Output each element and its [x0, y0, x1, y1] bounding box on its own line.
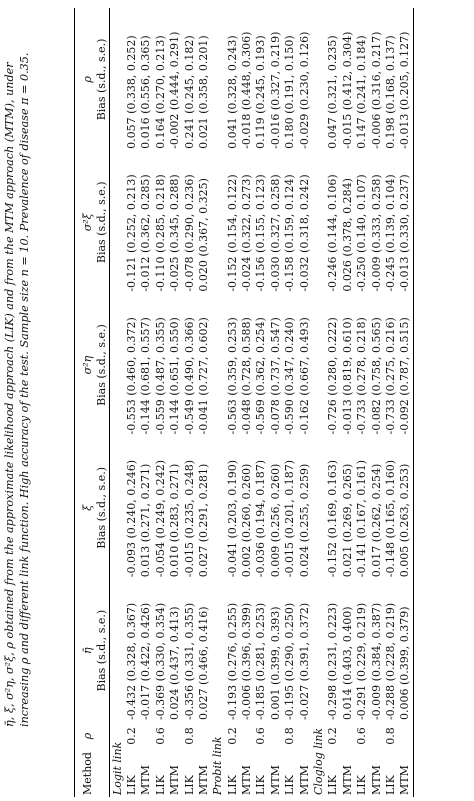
header-method: Method	[75, 750, 96, 797]
header-xi: ξ	[75, 436, 96, 579]
value-cell: -0.036 (0.194, 0.187)	[254, 459, 268, 578]
value-cell: -0.369 (0.330, 0.354)	[153, 602, 167, 721]
table-row	[269, 8, 283, 797]
table-row	[398, 8, 413, 797]
rho-cell	[398, 722, 413, 750]
value-cell: -0.006 (0.316, 0.217)	[369, 31, 383, 149]
rho-cell	[240, 722, 254, 750]
rho-cell	[297, 722, 311, 750]
value-cell: -0.017 (0.422, 0.426)	[139, 602, 153, 721]
value-cell: -0.027 (0.391, 0.372)	[297, 602, 311, 721]
value-cell: -0.563 (0.359, 0.253)	[225, 317, 239, 435]
table-row	[326, 8, 340, 797]
value-cell: -0.006 (0.396, 0.399)	[240, 602, 254, 721]
value-cell: 0.016 (0.556, 0.365)	[139, 35, 153, 149]
method-cell: LIK	[124, 775, 138, 795]
rho-cell	[269, 722, 283, 750]
value-cell: -0.250 (0.140, 0.107)	[355, 174, 369, 292]
value-cell: -0.121 (0.252, 0.213)	[124, 174, 138, 292]
value-cell: -0.569 (0.362, 0.254)	[254, 317, 268, 435]
value-cell: -0.029 (0.230, 0.126)	[297, 31, 311, 149]
value-cell: -0.158 (0.159, 0.124)	[283, 174, 297, 292]
rho-cell	[369, 722, 383, 750]
value-cell: -0.018 (0.448, 0.306)	[240, 31, 254, 149]
value-cell: 0.119 (0.245, 0.193)	[254, 35, 268, 149]
value-cell: 0.026 (0.378, 0.284)	[340, 178, 354, 292]
value-cell: -0.288 (0.228, 0.219)	[384, 602, 397, 721]
value-cell: 0.027 (0.466, 0.416)	[196, 606, 210, 721]
rho-cell: 0.2	[326, 727, 340, 745]
value-cell: -0.298 (0.231, 0.223)	[326, 602, 340, 721]
table-row	[341, 8, 355, 797]
value-cell: -0.110 (0.285, 0.218)	[153, 174, 167, 292]
value-cell: -0.041 (0.727, 0.602)	[196, 317, 210, 435]
value-cell: 0.014 (0.403, 0.400)	[340, 606, 354, 721]
header-bias-label: Bias (s.d., s.e.)	[95, 579, 110, 722]
header-sigma2-xi: σ²ξ	[75, 151, 96, 294]
value-cell: -0.144 (0.681, 0.557)	[139, 317, 153, 435]
method-cell: MTM	[297, 765, 311, 795]
value-cell: 0.180 (0.191, 0.150)	[283, 35, 297, 149]
value-cell: 0.001 (0.399, 0.393)	[268, 606, 282, 721]
value-cell: -0.549 (0.490, 0.366)	[182, 317, 196, 435]
rho-cell: 0.6	[153, 727, 167, 745]
value-cell: -0.156 (0.155, 0.123)	[254, 174, 268, 292]
value-cell: 0.005 (0.263, 0.253)	[398, 436, 413, 579]
method-cell: LIK	[254, 775, 268, 795]
value-cell: -0.016 (0.327, 0.219)	[268, 31, 282, 149]
table-row	[226, 8, 240, 797]
header-bias-label: Bias (s.d., s.e.)	[95, 294, 110, 437]
table-row	[355, 8, 369, 797]
value-cell: -0.356 (0.331, 0.355)	[182, 602, 196, 721]
value-cell: -0.152 (0.169, 0.163)	[326, 459, 340, 578]
value-cell: 0.041 (0.328, 0.243)	[225, 35, 239, 149]
value-cell: -0.291 (0.229, 0.219)	[355, 602, 369, 721]
table-row	[154, 8, 168, 797]
value-cell: 0.198 (0.168, 0.137)	[384, 35, 397, 149]
value-cell: -0.246 (0.144, 0.106)	[326, 174, 340, 292]
value-cell: 0.010 (0.283, 0.271)	[168, 463, 182, 578]
value-cell: -0.144 (0.651, 0.550)	[168, 317, 182, 435]
value-cell: -0.733 (0.278, 0.218)	[355, 317, 369, 435]
table-row	[384, 8, 398, 797]
header-sigma2-eta: σ²η	[75, 294, 96, 437]
table-row	[168, 8, 182, 797]
rho-cell: 0.6	[355, 727, 369, 745]
value-cell: 0.013 (0.271, 0.271)	[139, 463, 153, 578]
header-bias-label: Bias (s.d., s.e.)	[95, 151, 110, 294]
method-cell: MTM	[139, 765, 153, 795]
value-cell: -0.025 (0.345, 0.288)	[168, 174, 182, 292]
value-cell: 0.002 (0.260, 0.260)	[240, 463, 254, 578]
rho-cell: 0.8	[283, 727, 297, 745]
header-eta-bar: η̄	[75, 579, 96, 722]
table-row	[283, 8, 297, 797]
value-cell: 0.021 (0.358, 0.201)	[196, 35, 210, 149]
rho-cell	[168, 722, 182, 750]
method-cell: MTM	[196, 765, 210, 795]
method-cell: LIK	[153, 775, 167, 795]
value-cell: 0.147 (0.241, 0.184)	[355, 35, 369, 149]
group-row	[211, 8, 225, 797]
value-cell: -0.009 (0.384, 0.387)	[369, 602, 383, 721]
value-cell: -0.048 (0.728, 0.588)	[240, 317, 254, 435]
value-cell: -0.078 (0.737, 0.547)	[268, 317, 282, 435]
header-symbol-row	[75, 8, 96, 797]
method-cell: LIK	[182, 775, 196, 795]
group-label: Probit link	[211, 736, 225, 795]
value-cell: 0.024 (0.255, 0.259)	[297, 463, 311, 578]
method-cell: LIK	[225, 775, 239, 795]
value-cell: -0.030 (0.327, 0.258)	[268, 174, 282, 292]
table-row	[182, 8, 196, 797]
table-row	[125, 8, 139, 797]
value-cell: 0.164 (0.270, 0.213)	[153, 35, 167, 149]
rho-cell: 0.8	[182, 727, 196, 745]
header-spacer	[95, 750, 110, 797]
value-cell: -0.733 (0.275, 0.216)	[384, 317, 397, 435]
method-cell: MTM	[369, 765, 383, 795]
value-cell: -0.092 (0.787, 0.515)	[398, 294, 413, 437]
value-cell: 0.241 (0.245, 0.182)	[182, 35, 196, 149]
value-cell: 0.021 (0.269, 0.265)	[340, 463, 354, 578]
value-cell: -0.015 (0.412, 0.304)	[340, 31, 354, 149]
value-cell: -0.012 (0.362, 0.285)	[139, 174, 153, 292]
value-cell: 0.017 (0.262, 0.254)	[369, 463, 383, 578]
table-row	[240, 8, 254, 797]
value-cell: -0.054 (0.249, 0.242)	[153, 459, 167, 578]
rho-cell: 0.2	[225, 727, 239, 745]
table-body	[110, 8, 413, 797]
value-cell: -0.590 (0.347, 0.240)	[283, 317, 297, 435]
value-cell: 0.024 (0.437, 0.413)	[168, 606, 182, 721]
value-cell: -0.195 (0.290, 0.250)	[283, 602, 297, 721]
method-cell: LIK	[384, 775, 397, 795]
value-cell: -0.553 (0.460, 0.372)	[124, 317, 138, 435]
group-row	[110, 8, 125, 797]
rho-cell: 0.2	[124, 727, 138, 745]
group-row	[312, 8, 326, 797]
value-cell: -0.002 (0.444, 0.291)	[168, 31, 182, 149]
method-cell: MTM	[168, 765, 182, 795]
method-cell: LIK	[326, 775, 340, 795]
header-bias-label: Bias (s.d., s.e.)	[95, 8, 110, 151]
table-row	[254, 8, 268, 797]
value-cell: 0.027 (0.291, 0.281)	[196, 463, 210, 578]
value-cell: 0.047 (0.321, 0.235)	[326, 35, 340, 149]
table-caption: η̄, ξ, σ²η, σ²ξ, ρ obtained from the approximate likelihood approach (LIK) and from the MTM approach (MTM), under increasing ρ and different link function. High accuracy of the test. Sample size n = 10. Prevalence of disease π = 0.35.	[3, 52, 31, 727]
value-cell: -0.162 (0.667, 0.493)	[297, 317, 311, 435]
method-cell: MTM	[268, 765, 282, 795]
value-cell: -0.559 (0.487, 0.355)	[153, 317, 167, 435]
table-row	[297, 8, 311, 797]
rho-cell: 0.8	[384, 727, 397, 745]
value-cell: -0.013 (0.819, 0.610)	[340, 317, 354, 435]
value-cell: 0.006 (0.399, 0.379)	[398, 579, 413, 722]
value-cell: -0.015 (0.235, 0.248)	[182, 459, 196, 578]
value-cell: 0.057 (0.338, 0.252)	[124, 35, 138, 149]
value-cell: -0.152 (0.154, 0.122)	[225, 174, 239, 292]
table-row	[369, 8, 383, 797]
value-cell: -0.148 (0.165, 0.160)	[384, 459, 397, 578]
method-cell: MTM	[240, 765, 254, 795]
value-cell: -0.245 (0.139, 0.104)	[384, 174, 397, 292]
method-cell: MTM	[398, 750, 413, 797]
value-cell: 0.020 (0.367, 0.325)	[196, 178, 210, 292]
method-cell: LIK	[355, 775, 369, 795]
value-cell: -0.185 (0.281, 0.253)	[254, 602, 268, 721]
table-row	[139, 8, 153, 797]
value-cell: -0.024 (0.322, 0.273)	[240, 174, 254, 292]
method-cell: MTM	[340, 765, 354, 795]
value-cell: -0.013 (0.205, 0.127)	[398, 8, 413, 151]
rho-cell: 0.6	[254, 727, 268, 745]
rho-cell	[341, 722, 355, 750]
group-label: Logit link	[110, 741, 124, 795]
header-bias-label: Bias (s.d., s.e.)	[95, 436, 110, 579]
header-rho-param: ρ	[75, 8, 96, 151]
value-cell: -0.082 (0.758, 0.565)	[369, 317, 383, 435]
value-cell: -0.009 (0.333, 0.258)	[369, 174, 383, 292]
header-spacer	[95, 722, 110, 750]
value-cell: -0.141 (0.167, 0.161)	[355, 459, 369, 578]
table-row	[197, 8, 211, 797]
value-cell: 0.009 (0.256, 0.260)	[268, 463, 282, 578]
value-cell: -0.013 (0.330, 0.237)	[398, 151, 413, 294]
rho-cell	[139, 722, 153, 750]
value-cell: -0.093 (0.240, 0.246)	[124, 459, 138, 578]
value-cell: -0.193 (0.276, 0.255)	[225, 602, 239, 721]
value-cell: -0.032 (0.318, 0.242)	[297, 174, 311, 292]
results-table	[74, 8, 414, 797]
header-rho: ρ	[75, 722, 96, 750]
rho-cell	[197, 722, 211, 750]
value-cell: -0.015 (0.201, 0.187)	[283, 459, 297, 578]
method-cell: LIK	[283, 775, 297, 795]
value-cell: -0.726 (0.280, 0.222)	[326, 317, 340, 435]
value-cell: -0.041 (0.203, 0.190)	[225, 459, 239, 578]
header-sub-row	[95, 8, 110, 797]
group-label: Cloglog link	[312, 727, 326, 795]
value-cell: -0.432 (0.328, 0.367)	[124, 602, 138, 721]
value-cell: -0.078 (0.290, 0.236)	[182, 174, 196, 292]
